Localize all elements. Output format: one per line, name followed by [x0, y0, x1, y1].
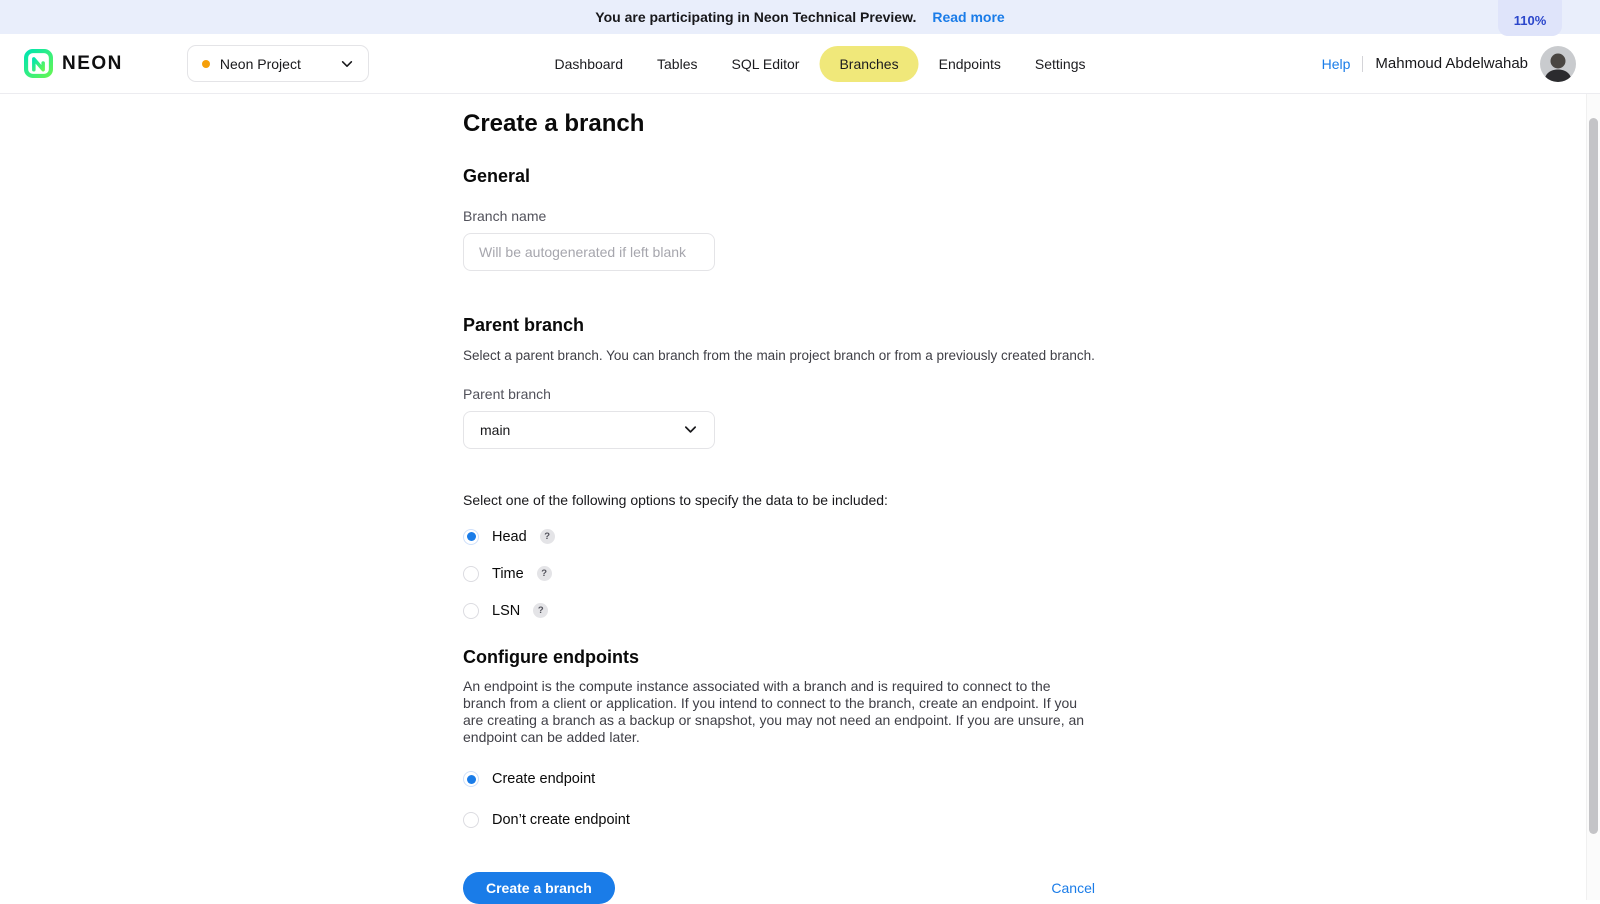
tab-tables[interactable]: Tables — [657, 55, 698, 72]
scrollbar-thumb[interactable] — [1589, 118, 1598, 834]
neon-logo[interactable] — [24, 49, 123, 78]
radio-label: Time — [492, 565, 524, 582]
read-more-link[interactable]: Read more — [932, 9, 1005, 25]
header-divider — [1362, 56, 1363, 72]
banner-message: You are participating in Neon Technical Preview. — [595, 9, 917, 25]
browser-zoom-indicator — [1498, 0, 1562, 36]
tab-endpoints[interactable]: Endpoints — [938, 55, 1001, 72]
app-header — [0, 34, 1600, 94]
general-section-heading: General — [463, 166, 531, 186]
header-right — [1322, 46, 1576, 82]
radio-option-time[interactable] — [463, 566, 1095, 582]
zoom-level: 110% — [1513, 13, 1547, 28]
radio-label: Head — [492, 528, 527, 545]
radio-option-head[interactable] — [463, 529, 1095, 545]
tab-sql-editor[interactable]: SQL Editor — [731, 55, 800, 72]
radio-icon[interactable] — [463, 812, 479, 828]
radio-dont-create-endpoint[interactable] — [463, 812, 1095, 828]
configure-endpoints-heading: Configure endpoints — [463, 646, 639, 667]
radio-option-lsn[interactable] — [463, 603, 1095, 619]
data-options-prompt: Select one of the following options to specify the data to be included: — [463, 491, 888, 508]
radio-label: LSN — [492, 602, 521, 619]
user-name: Mahmoud Abdelwahab — [1375, 55, 1528, 72]
tab-settings[interactable]: Settings — [1034, 55, 1086, 72]
parent-branch-select-value: main — [480, 421, 511, 438]
radio-label: Don’t create endpoint — [492, 812, 630, 829]
parent-branch-select[interactable] — [463, 411, 715, 449]
endpoints-description: An endpoint is the compute instance associated with a branch and is required to connect to the branch from a client or application. If you intend to connect to the branch, create an endpoint. If you are creating a branch as a backup or snapshot, you may not need an endpoint. If you are unsure, an endpoint can be added later. — [463, 677, 1085, 746]
tab-dashboard[interactable]: Dashboard — [554, 55, 624, 72]
branch-name-label: Branch name — [463, 208, 547, 224]
radio-label: Create endpoint — [492, 771, 596, 788]
parent-branch-heading: Parent branch — [463, 315, 585, 335]
tab-branches[interactable]: Branches — [819, 46, 918, 82]
technical-preview-banner — [0, 0, 1600, 34]
create-branch-button[interactable]: Create a branch — [463, 872, 615, 904]
project-status-dot — [202, 60, 210, 68]
neon-logo-text: NEON — [62, 52, 123, 74]
radio-create-endpoint[interactable] — [463, 771, 1095, 787]
scrollbar-track[interactable] — [1586, 94, 1600, 900]
radio-icon[interactable] — [463, 603, 479, 619]
radio-icon[interactable] — [463, 566, 479, 582]
create-branch-form — [463, 94, 1095, 904]
parent-branch-select-label: Parent branch — [463, 385, 551, 402]
help-tooltip-icon[interactable]: ? — [540, 529, 555, 544]
help-tooltip-icon[interactable]: ? — [537, 566, 552, 581]
radio-icon[interactable] — [463, 529, 479, 545]
form-actions — [463, 872, 1095, 904]
branch-name-input[interactable] — [463, 233, 715, 271]
neon-logo-icon — [24, 49, 53, 78]
help-link[interactable]: Help — [1321, 55, 1351, 72]
chevron-down-icon — [683, 422, 698, 437]
parent-branch-description: Select a parent branch. You can branch from the main project branch or from a previously created branch. — [463, 348, 1095, 363]
help-tooltip-icon[interactable]: ? — [533, 603, 548, 618]
cancel-link[interactable]: Cancel — [1051, 880, 1095, 897]
radio-icon[interactable] — [463, 771, 479, 787]
project-selector-value: Neon Project — [219, 55, 301, 72]
project-selector[interactable] — [187, 45, 369, 82]
page-title: Create a branch — [463, 110, 645, 137]
user-avatar[interactable] — [1540, 46, 1576, 82]
main-nav — [541, 46, 1100, 82]
chevron-down-icon — [340, 57, 354, 71]
